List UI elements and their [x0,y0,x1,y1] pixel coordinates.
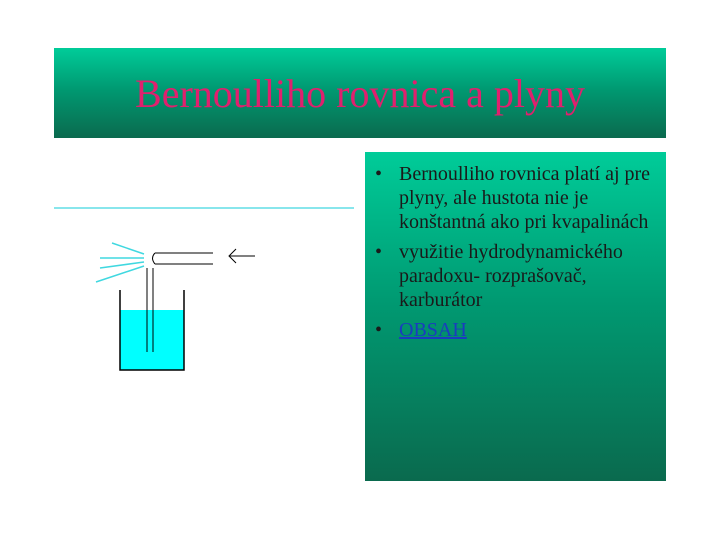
bullet-symbol: • [375,241,383,263]
air-tube-nozzle [153,253,156,264]
bullet-item [365,162,666,234]
bullet-text: využitie hydrodynamického paradoxu- rozprašovač, karburátor [399,241,623,311]
obsah-link[interactable]: OBSAH [399,319,467,341]
liquid [120,310,184,370]
bullet-list [365,162,666,348]
spray-line-4 [96,266,144,282]
content-panel [365,152,666,481]
spray-line-3 [100,262,144,268]
bullet-symbol: • [375,319,383,341]
bullet-text: Bernoulliho rovnica platí aj pre plyny, ale hustota nie je konštantná ako pri kvapalinách [399,163,651,233]
bullet-item [365,240,666,312]
bullet-symbol: • [375,163,383,185]
bullet-item [365,318,666,342]
slide-title: Bernoulliho rovnica a plyny [135,71,585,116]
spray-line-1 [112,243,144,254]
